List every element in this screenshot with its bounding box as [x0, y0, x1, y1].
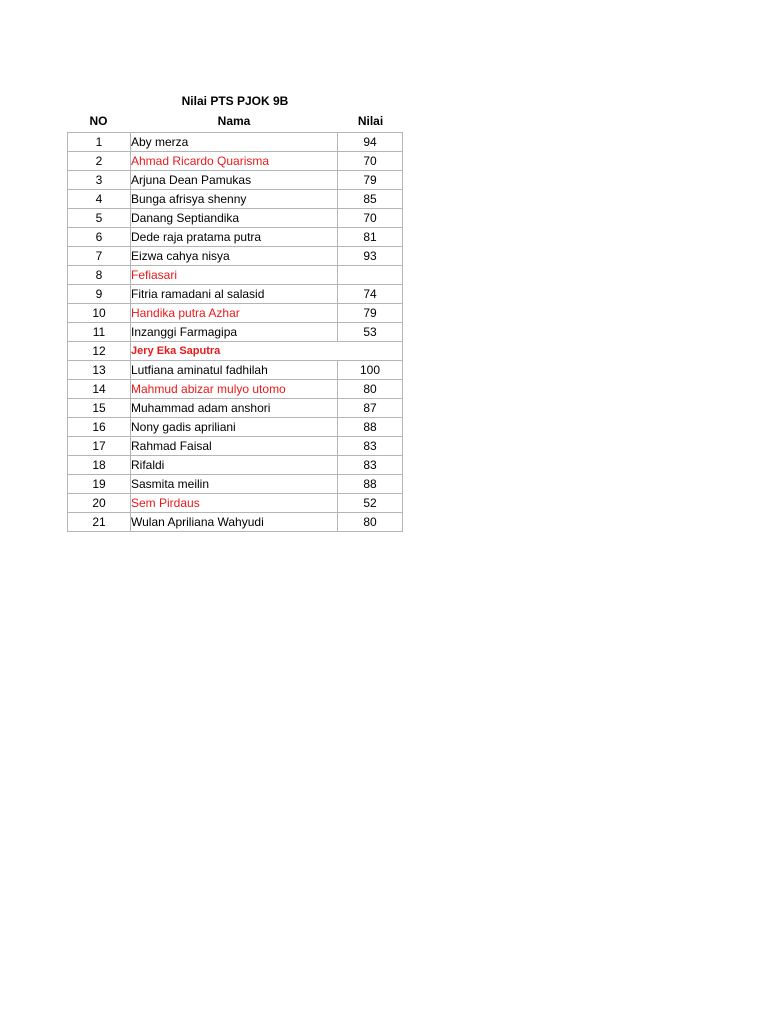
table-row — [68, 266, 403, 285]
cell-no: 16 — [68, 418, 131, 437]
cell-no: 19 — [68, 475, 131, 494]
cell-nilai: 53 — [338, 323, 403, 342]
cell-nama: Fitria ramadani al salasid — [131, 285, 338, 304]
table-row — [68, 380, 403, 399]
table-row — [68, 304, 403, 323]
cell-nilai: 94 — [338, 133, 403, 152]
cell-nilai: 81 — [338, 228, 403, 247]
cell-no: 3 — [68, 171, 131, 190]
cell-no: 20 — [68, 494, 131, 513]
table-row — [68, 361, 403, 380]
cell-nama: Rahmad Faisal — [131, 437, 338, 456]
table-row — [68, 133, 403, 152]
cell-no: 12 — [68, 342, 131, 361]
cell-nama: Dede raja pratama putra — [131, 228, 338, 247]
cell-nilai: 52 — [338, 494, 403, 513]
cell-nama: Wulan Apriliana Wahyudi — [131, 513, 338, 532]
cell-nilai: 79 — [338, 171, 403, 190]
cell-nilai — [338, 266, 403, 285]
table-row — [68, 494, 403, 513]
cell-nilai: 88 — [338, 418, 403, 437]
header-nama: Nama — [217, 114, 251, 128]
cell-nilai: 87 — [338, 399, 403, 418]
cell-no: 17 — [68, 437, 131, 456]
cell-nilai: 74 — [338, 285, 403, 304]
cell-nama: Arjuna Dean Pamukas — [131, 171, 338, 190]
table-row — [68, 285, 403, 304]
sheet-title: Nilai PTS PJOK 9B — [181, 94, 289, 108]
table-row — [68, 171, 403, 190]
table-row — [68, 323, 403, 342]
cell-nama: Danang Septiandika — [131, 209, 338, 228]
cell-nilai: 80 — [338, 380, 403, 399]
cell-nilai: 80 — [338, 513, 403, 532]
cell-nilai: 79 — [338, 304, 403, 323]
table-row — [68, 228, 403, 247]
cell-nama: Lutfiana aminatul fadhilah — [131, 361, 338, 380]
cell-nama: Ahmad Ricardo Quarisma — [131, 152, 338, 171]
cell-nilai — [338, 342, 403, 361]
cell-nama: Rifaldi — [131, 456, 338, 475]
cell-nilai: 88 — [338, 475, 403, 494]
cell-nama: Sem Pirdaus — [131, 494, 338, 513]
header-no: NO — [89, 114, 108, 128]
table-row — [68, 152, 403, 171]
cell-nama: Bunga afrisya shenny — [131, 190, 338, 209]
cell-nilai: 83 — [338, 437, 403, 456]
table-row — [68, 456, 403, 475]
table-row — [68, 247, 403, 266]
cell-no: 10 — [68, 304, 131, 323]
cell-no: 8 — [68, 266, 131, 285]
table-row — [68, 437, 403, 456]
cell-nilai: 70 — [338, 209, 403, 228]
cell-no: 6 — [68, 228, 131, 247]
cell-nama: Jery Eka Saputra — [131, 342, 338, 361]
cell-nilai: 85 — [338, 190, 403, 209]
cell-nama: Sasmita meilin — [131, 475, 338, 494]
cell-no: 2 — [68, 152, 131, 171]
cell-nilai: 93 — [338, 247, 403, 266]
cell-no: 18 — [68, 456, 131, 475]
cell-no: 14 — [68, 380, 131, 399]
cell-no: 1 — [68, 133, 131, 152]
cell-nama: Handika putra Azhar — [131, 304, 338, 323]
table-row — [68, 513, 403, 532]
grade-table-body — [68, 133, 403, 532]
cell-nilai: 70 — [338, 152, 403, 171]
cell-no: 9 — [68, 285, 131, 304]
cell-nama: Nony gadis apriliani — [131, 418, 338, 437]
cell-nilai: 83 — [338, 456, 403, 475]
cell-no: 11 — [68, 323, 131, 342]
cell-no: 7 — [68, 247, 131, 266]
column-header-row — [67, 112, 403, 130]
table-row — [68, 399, 403, 418]
cell-nama: Muhammad adam anshori — [131, 399, 338, 418]
grade-table — [67, 132, 403, 532]
cell-no: 21 — [68, 513, 131, 532]
table-row — [68, 190, 403, 209]
cell-no: 4 — [68, 190, 131, 209]
cell-nama: Mahmud abizar mulyo utomo — [131, 380, 338, 399]
cell-nama: Inzanggi Farmagipa — [131, 323, 338, 342]
header-nilai: Nilai — [357, 114, 384, 128]
table-row — [68, 418, 403, 437]
cell-nama: Aby merza — [131, 133, 338, 152]
cell-nama: Eizwa cahya nisya — [131, 247, 338, 266]
table-row — [68, 209, 403, 228]
table-row — [68, 475, 403, 494]
cell-nilai: 100 — [338, 361, 403, 380]
table-row — [68, 342, 403, 361]
cell-nama: Fefiasari — [131, 266, 338, 285]
cell-no: 5 — [68, 209, 131, 228]
cell-no: 15 — [68, 399, 131, 418]
cell-no: 13 — [68, 361, 131, 380]
